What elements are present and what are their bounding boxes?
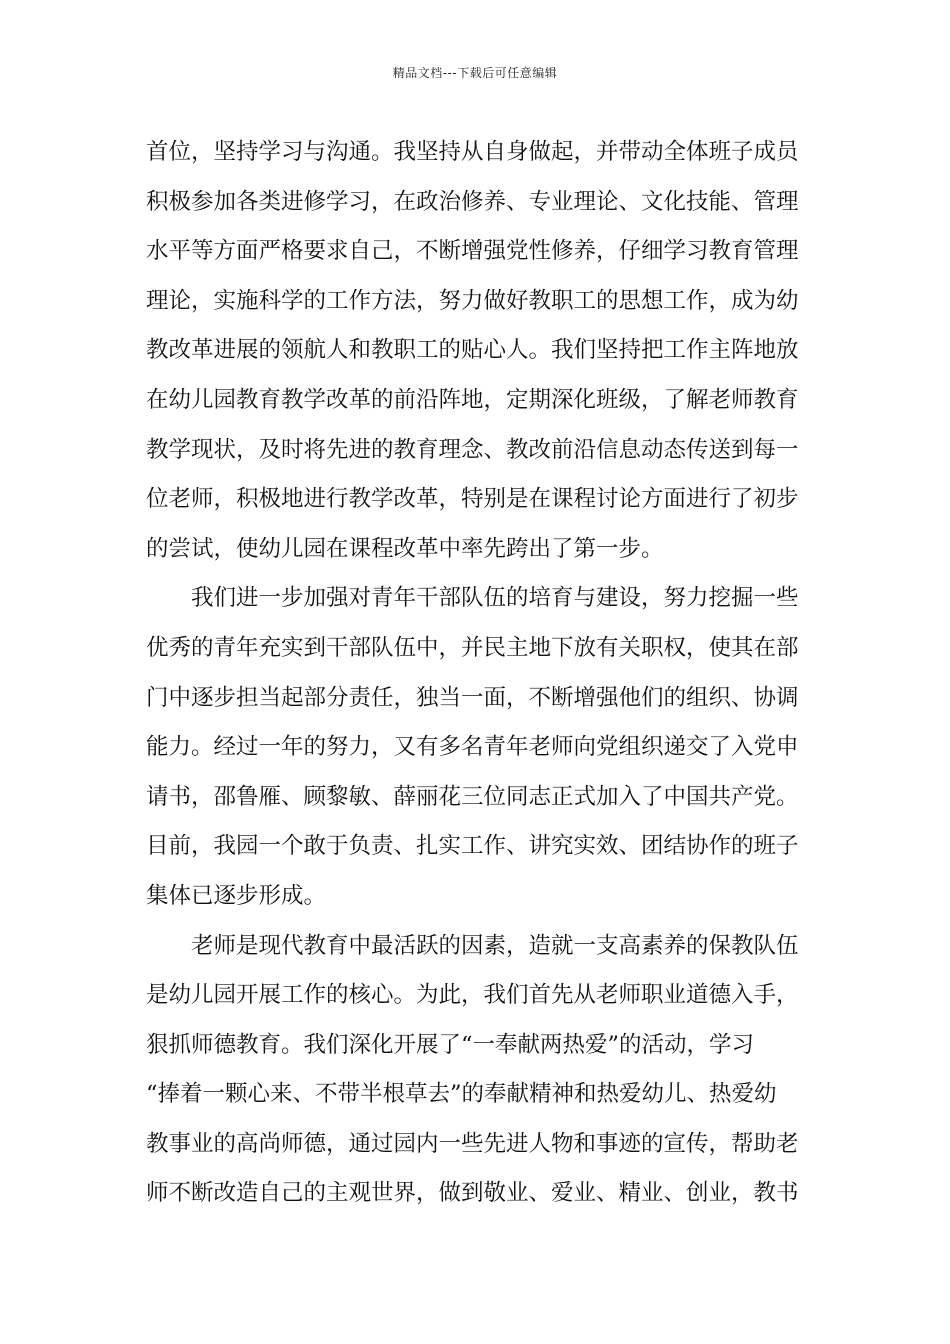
text-line-first: 老师是现代教育中最活跃的因素，造就一支高素养的保教队伍 — [191, 932, 799, 959]
text-line: 门中逐步担当起部分责任，独当一面，不断增强他们的组织、协调 — [146, 684, 799, 711]
text-line: “捧着一颗心来、不带半根草去”的奉献精神和热爱幼儿、热爱幼 — [146, 1081, 777, 1108]
text-line: 首位，坚持学习与沟通。我坚持从自身做起，并带动全体班子成员 — [146, 139, 799, 165]
text-line: 目前，我园一个敢于负责、扎实工作、讲究实效、团结协作的班子 — [146, 833, 799, 860]
text-line: 教学现状，及时将先进的教育理念、教改前沿信息动态传送到每一 — [146, 436, 799, 463]
text-line: 集体已逐步形成。 — [146, 882, 327, 909]
text-line: 是幼儿园开展工作的核心。为此，我们首先从老师职业道德入手， — [146, 982, 799, 1009]
text-line: 在幼儿园教育教学改革的前沿阵地，定期深化班级，了解老师教育 — [146, 386, 799, 413]
paragraph-2 — [146, 574, 826, 921]
text-line: 积极参加各类进修学习，在政治修养、专业理论、文化技能、管理 — [146, 188, 799, 215]
text-line: 能力。经过一年的努力，又有多名青年老师向党组织递交了入党申 — [146, 734, 799, 761]
text-line: 教改革进展的领航人和教职工的贴心人。我们坚持把工作主阵地放 — [146, 337, 799, 364]
text-line: 优秀的青年充实到干部队伍中，并民主地下放有关职权，使其在部 — [146, 634, 799, 661]
text-line: 位老师，积极地进行教学改革，特别是在课程讨论方面进行了初步 — [146, 486, 799, 513]
text-line: 狠抓师德教育。我们深化开展了“一奉献两热爱”的活动，学习 — [146, 1031, 755, 1058]
paragraph-1 — [146, 128, 826, 574]
text-line: 水平等方面严格要求自己，不断增强党性修养，仔细学习教育管理 — [146, 238, 799, 265]
text-line: 的尝试，使幼儿园在课程改革中率先跨出了第一步。 — [146, 535, 664, 562]
text-line: 请书，邵鲁雁、顾黎敏、薛丽花三位同志正式加入了中国共产党。 — [146, 783, 799, 810]
text-line-first: 我们进一步加强对青年干部队伍的培育与建设，努力挖掘一些 — [191, 585, 799, 612]
paragraph-3 — [146, 922, 826, 1220]
text-line: 教事业的高尚师德，通过园内一些先进人物和事迹的宣传，帮助老 — [146, 1130, 799, 1157]
text-line: 师不断改造自己的主观世界，做到敬业、爱业、精业、创业，教书 — [146, 1180, 799, 1207]
page-header: 精品文档---下载后可任意编辑 — [392, 66, 558, 80]
body-text — [146, 128, 826, 1219]
text-line: 理论，实施科学的工作方法，努力做好教职工的思想工作，成为幼 — [146, 287, 799, 314]
